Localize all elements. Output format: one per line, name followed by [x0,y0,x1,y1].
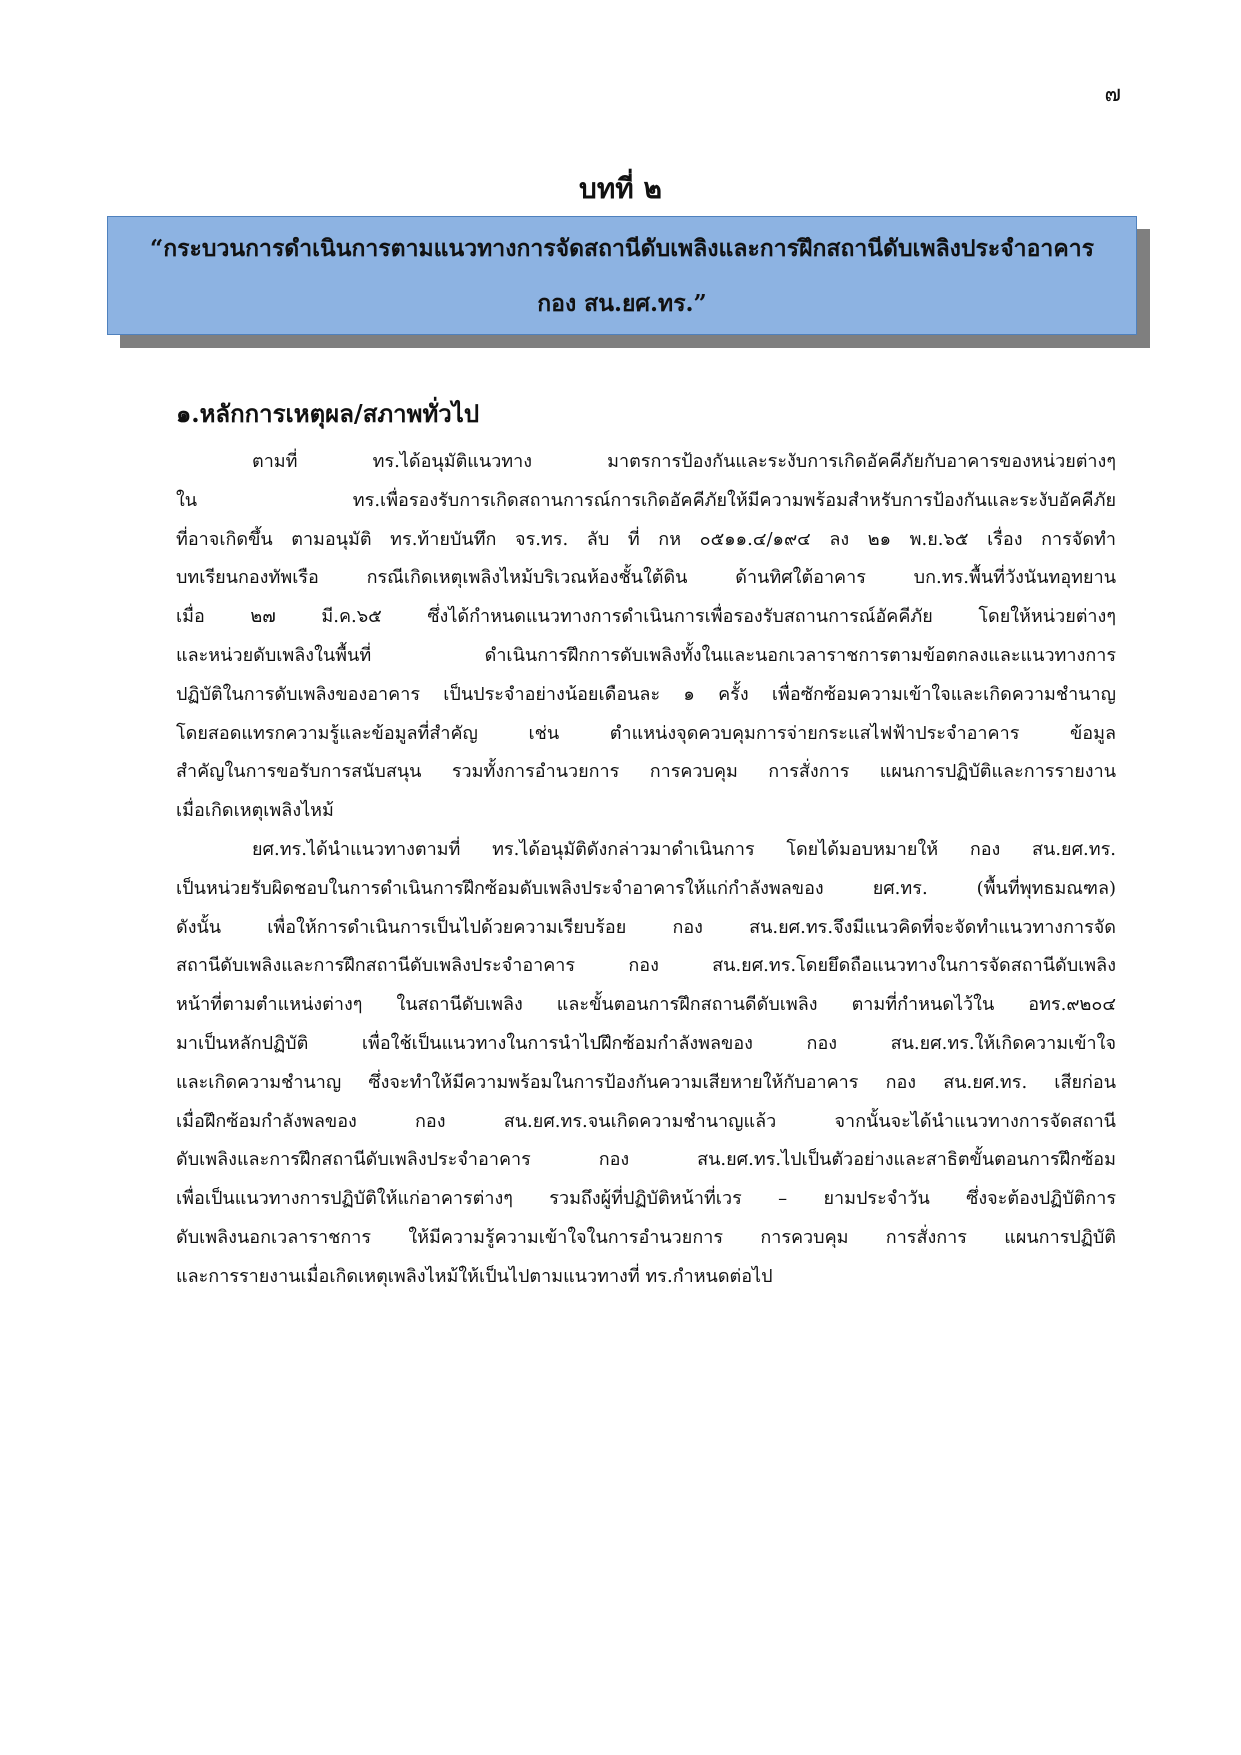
paragraph [176,831,1116,1297]
paragraph-line: เป็นหน่วยรับผิดชอบในการดำเนินการฝึกซ้อมดับเพลิงประจำอาคารให้แก่กำลังพลของ ยศ.ทร. (พื้นที่พุทธมณฑล) [176,877,1116,899]
title-box [107,216,1137,335]
paragraph-line: ยศ.ทร.ได้นำแนวทางตามที่ ทร.ได้อนุมัติดังกล่าวมาดำเนินการ โดยได้มอบหมายให้ กอง สน.ยศ.ทร. [252,838,1116,860]
paragraph-line: ตามที่ ทร.ได้อนุมัติแนวทาง มาตรการป้องกันและระงับการเกิดอัคคีภัยกับอาคารของหน่วยต่างๆ [252,451,1116,472]
paragraph-line: สำคัญในการขอรับการสนับสนุน รวมทั้งการอำนวยการ การควบคุม การสั่งการ แผนการปฏิบัติและการรายงาน [176,761,1116,783]
paragraph-line: ปฏิบัติในการดับเพลิงของอาคาร เป็นประจำอย่างน้อยเดือนละ ๑ ครั้ง เพื่อซักซ้อมความเข้าใจและเกิดความชำนาญ [176,683,1116,705]
paragraph [176,443,1116,831]
paragraph-line: เมื่อฝึกซ้อมกำลังพลของ กอง สน.ยศ.ทร.จนเกิดความชำนาญแล้ว จากนั้นจะได้นำแนวทางการจัดสถานี [176,1110,1116,1132]
title-box-line-2: กอง สน.ยศ.ทร.” [537,289,707,317]
paragraph-line: ใน ทร.เพื่อรองรับการเกิดสถานการณ์การเกิดอัคคีภัยให้มีความพร้อมสำหรับการป้องกันและระงับอัคคีภัย [176,489,1116,511]
paragraph-line: บทเรียนกองทัพเรือ กรณีเกิดเหตุเพลิงไหม้บริเวณห้องชั้นใต้ดิน ด้านทิศใต้อาคาร บก.ทร.พื้นที่วังนันทอุทยาน [176,567,1116,589]
paragraph-line: ดับเพลิงและการฝึกสถานีดับเพลิงประจำอาคาร กอง สน.ยศ.ทร.ไปเป็นตัวอย่างและสาธิตขั้นตอนการฝึกซ้อม [176,1149,1116,1171]
paragraph-line: และหน่วยดับเพลิงในพื้นที่ ดำเนินการฝึกการดับเพลิงทั้งในและนอกเวลาราชการตามข้อตกลงและแนวทางการ [176,644,1116,666]
page-number: ๗ [1104,82,1121,107]
paragraph-line: หน้าที่ตามตำแหน่งต่างๆ ในสถานีดับเพลิง และขั้นตอนการฝึกสถานดีดับเพลิง ตามที่กำหนดไว้ใน อทร.๙๒๐๔ [176,994,1116,1016]
chapter-title: บทที่ ๒ [579,172,662,205]
paragraph-line: เพื่อเป็นแนวทางการปฏิบัติให้แก่อาคารต่างๆ รวมถึงผู้ที่ปฏิบัติหน้าที่เวร – ยามประจำวัน ซึ่งจะต้องปฏิบัติการ [176,1188,1116,1210]
paragraph-line: ดังนั้น เพื่อให้การดำเนินการเป็นไปด้วยความเรียบร้อย กอง สน.ยศ.ทร.จึงมีแนวคิดที่จะจัดทำแนวทางการจัด [176,916,1116,938]
section-heading: ๑.หลักการเหตุผล/สภาพทั่วไป [176,399,480,428]
paragraph-line: เมื่อ ๒๗ มี.ค.๖๕ ซึ่งได้กำหนดแนวทางการดำเนินการเพื่อรองรับสถานการณ์อัคคีภัย โดยให้หน่วยต่างๆ [176,606,1116,628]
paragraph-line: ดับเพลิงนอกเวลาราชการ ให้มีความรู้ความเข้าใจในการอำนวยการ การควบคุม การสั่งการ แผนการปฏิบัติ [176,1226,1116,1248]
paragraph-line: โดยสอดแทรกความรู้และข้อมูลที่สำคัญ เช่น ตำแหน่งจุดควบคุมการจ่ายกระแสไฟฟ้าประจำอาคาร ข้อมูล [176,722,1116,744]
paragraph-line: ที่อาจเกิดขึ้น ตามอนุมัติ ทร.ท้ายบันทึก จร.ทร. ลับ ที่ กห ๐๕๑๑.๔/๑๙๔ ลง ๒๑ พ.ย.๖๕ เรื่อง การจัดทำ [176,528,1116,550]
paragraph-line: และเกิดความชำนาญ ซึ่งจะทำให้มีความพร้อมในการป้องกันความเสียหายให้กับอาคาร กอง สน.ยศ.ทร. เสียก่อน [176,1071,1116,1093]
paragraph-line: สถานีดับเพลิงและการฝึกสถานีดับเพลิงประจำอาคาร กอง สน.ยศ.ทร.โดยยึดถือแนวทางในการจัดสถานีดับเพลิง [176,955,1116,977]
paragraph-line: มาเป็นหลักปฏิบัติ เพื่อใช้เป็นแนวทางในการนำไปฝึกซ้อมกำลังพลของ กอง สน.ยศ.ทร.ให้เกิดความเข้าใจ [176,1032,1116,1054]
paragraph-line: และการรายงานเมื่อเกิดเหตุเพลิงไหม้ให้เป็นไปตามแนวทางที่ ทร.กำหนดต่อไป [176,1265,773,1287]
title-box-line-1: “กระบวนการดำเนินการตามแนวทางการจัดสถานีดับเพลิงและการฝึกสถานีดับเพลิงประจำอาคาร [150,234,1094,262]
body-text [176,443,1116,1297]
paragraph-line: เมื่อเกิดเหตุเพลิงไหม้ [176,800,334,822]
